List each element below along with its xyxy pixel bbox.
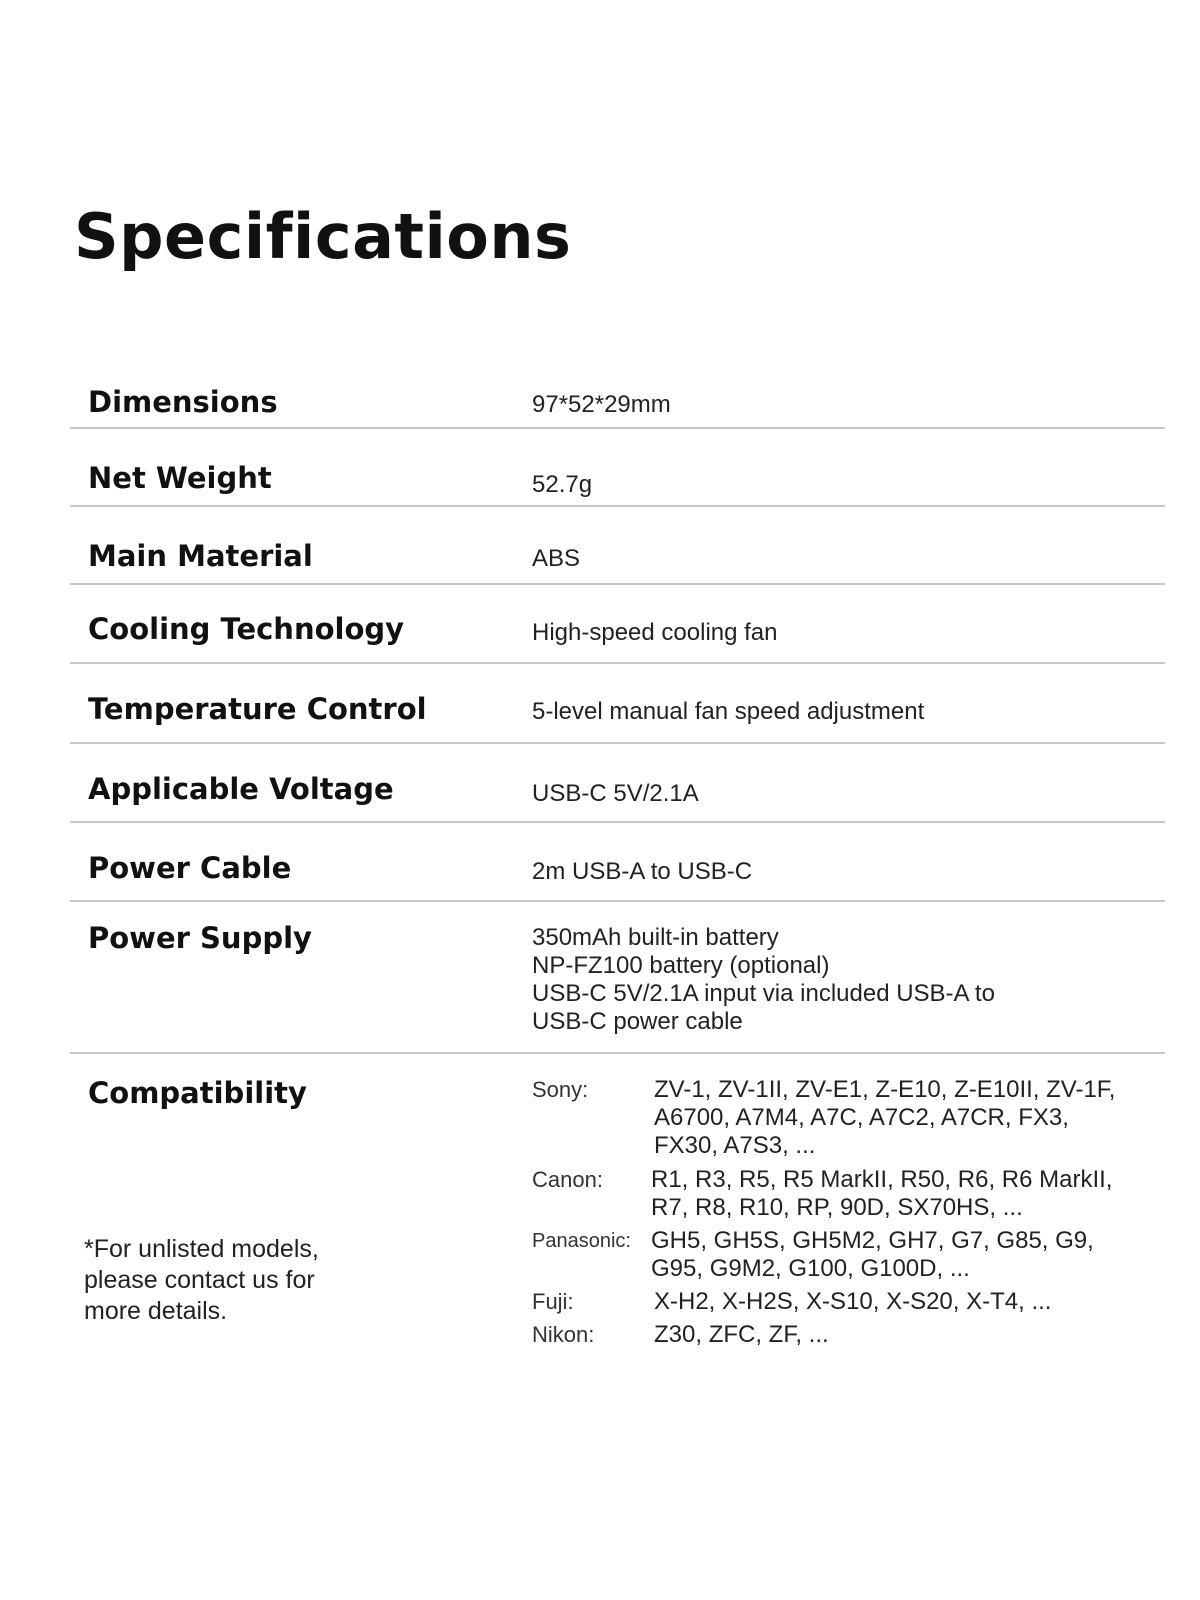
brand-models: Z30, ZFC, ZF, ... [654, 1321, 829, 1348]
spec-row-dimensions [70, 385, 1165, 429]
spec-label: Power Supply [88, 921, 312, 955]
spec-label: Temperature Control [88, 692, 427, 726]
spec-label: Power Cable [88, 851, 292, 885]
page-title: Specifications [74, 200, 572, 273]
power-supply-values [532, 924, 995, 1036]
compatibility-list [532, 1076, 1152, 1349]
spec-value: High-speed cooling fan [532, 619, 778, 646]
brand-name: Panasonic: [532, 1230, 631, 1252]
spec-table [70, 385, 1165, 1374]
spec-row-applicable-voltage [70, 744, 1165, 823]
spec-value: 5-level manual fan speed adjustment [532, 698, 925, 725]
spec-label: Dimensions [88, 385, 278, 419]
spec-value: 97*52*29mm [532, 391, 671, 418]
brand-row-fuji [532, 1288, 1152, 1316]
power-supply-line: NP-FZ100 battery (optional) [532, 952, 830, 979]
spec-row-temperature-control [70, 664, 1165, 744]
brand-models: GH5, GH5S, GH5M2, GH7, G7, G85, G9, G95, G9M2, G100, G100D, ... [651, 1227, 1094, 1282]
spec-value: 2m USB-A to USB-C [532, 858, 753, 885]
spec-row-net-weight [70, 429, 1165, 507]
brand-row-sony [532, 1076, 1152, 1160]
spec-label: Compatibility [88, 1076, 307, 1110]
unlisted-models-note: *For unlisted models, please contact us for more details. [84, 1235, 319, 1325]
power-supply-line: USB-C 5V/2.1A input via included USB-A to [532, 980, 995, 1007]
spec-value: ABS [532, 545, 581, 572]
spec-value: USB-C 5V/2.1A [532, 780, 699, 807]
spec-label: Cooling Technology [88, 612, 405, 646]
spec-label: Main Material [88, 539, 313, 573]
spec-row-cooling-technology [70, 585, 1165, 664]
spec-label: Applicable Voltage [88, 772, 394, 806]
brand-name: Canon: [532, 1167, 603, 1192]
power-supply-line: USB-C power cable [532, 1008, 743, 1035]
brand-models: R1, R3, R5, R5 MarkII, R50, R6, R6 MarkII, R7, R8, R10, RP, 90D, SX70HS, ... [651, 1166, 1113, 1221]
spec-label: Net Weight [88, 461, 272, 495]
brand-models: ZV-1, ZV-1II, ZV-E1, Z-E10, Z-E10II, ZV-1F, A6700, A7M4, A7C, A7C2, A7CR, FX3, FX30, A7S3, ... [654, 1076, 1116, 1159]
spec-row-power-supply [70, 902, 1165, 1054]
spec-row-power-cable [70, 823, 1165, 902]
spec-row-main-material [70, 507, 1165, 585]
brand-row-nikon [532, 1321, 1152, 1349]
spec-row-compatibility [70, 1054, 1165, 1374]
brand-name: Sony: [532, 1077, 589, 1102]
brand-name: Nikon: [532, 1322, 595, 1347]
brand-name: Fuji: [532, 1289, 574, 1314]
power-supply-line: 350mAh built-in battery [532, 924, 779, 951]
brand-row-canon [532, 1166, 1152, 1222]
brand-row-panasonic [532, 1227, 1152, 1283]
spec-value: 52.7g [532, 471, 593, 498]
brand-models: X-H2, X-H2S, X-S10, X-S20, X-T4, ... [654, 1288, 1052, 1315]
